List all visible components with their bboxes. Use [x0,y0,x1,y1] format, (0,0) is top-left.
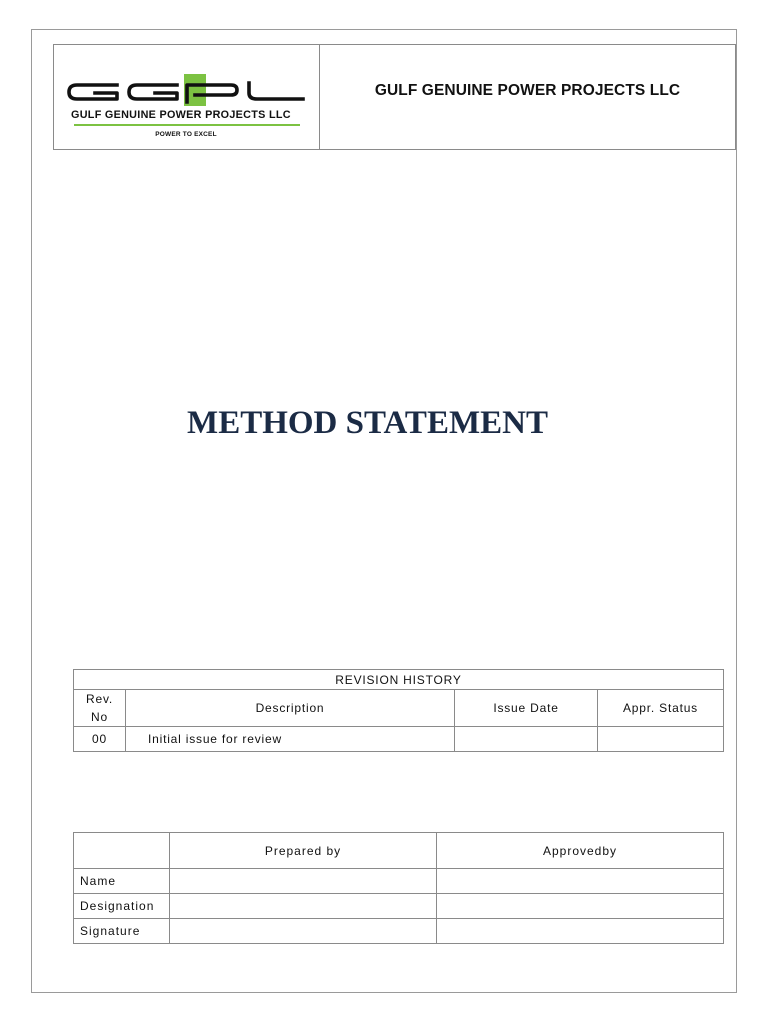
table-row [74,919,724,944]
logo-mark-icon [65,80,307,106]
appr-status-header: Appr. Status [598,690,724,727]
appr-status-cell [598,727,724,752]
revision-history-table [73,669,724,752]
document-title: METHOD STATEMENT [187,405,548,441]
rev-no-header [74,690,126,727]
designation-label: Designation [74,894,170,919]
description-cell: Initial issue for review [126,727,455,752]
table-row [74,727,724,752]
approved-by-signature-cell[interactable] [437,919,724,944]
signature-label: Signature [74,919,170,944]
name-label: Name [74,869,170,894]
prepared-by-designation-cell[interactable] [170,894,437,919]
logo-tagline: POWER TO EXCEL [155,131,217,138]
rev-no-cell: 00 [74,727,126,752]
rev-no-header-line2: No [91,710,108,724]
table-row [74,894,724,919]
prepared-by-name-cell[interactable] [170,869,437,894]
prepared-by-header: Prepared by [170,833,437,869]
rev-no-header-line1: Rev. [86,692,113,706]
approval-table [73,832,724,944]
revision-history-title: REVISION HISTORY [74,670,724,690]
document-header [53,44,736,150]
issue-date-header: Issue Date [455,690,598,727]
approved-by-name-cell[interactable] [437,869,724,894]
company-name: GULF GENUINE POWER PROJECTS LLC [320,45,736,150]
approved-by-header: Approvedby [437,833,724,869]
prepared-by-signature-cell[interactable] [170,919,437,944]
approval-blank-header [74,833,170,869]
company-logo [65,73,310,143]
description-header: Description [126,690,455,727]
table-row [74,869,724,894]
logo-company-name: GULF GENUINE POWER PROJECTS LLC [71,109,291,121]
logo-underline [74,124,300,126]
approved-by-designation-cell[interactable] [437,894,724,919]
logo-cell [54,45,320,150]
issue-date-cell [455,727,598,752]
